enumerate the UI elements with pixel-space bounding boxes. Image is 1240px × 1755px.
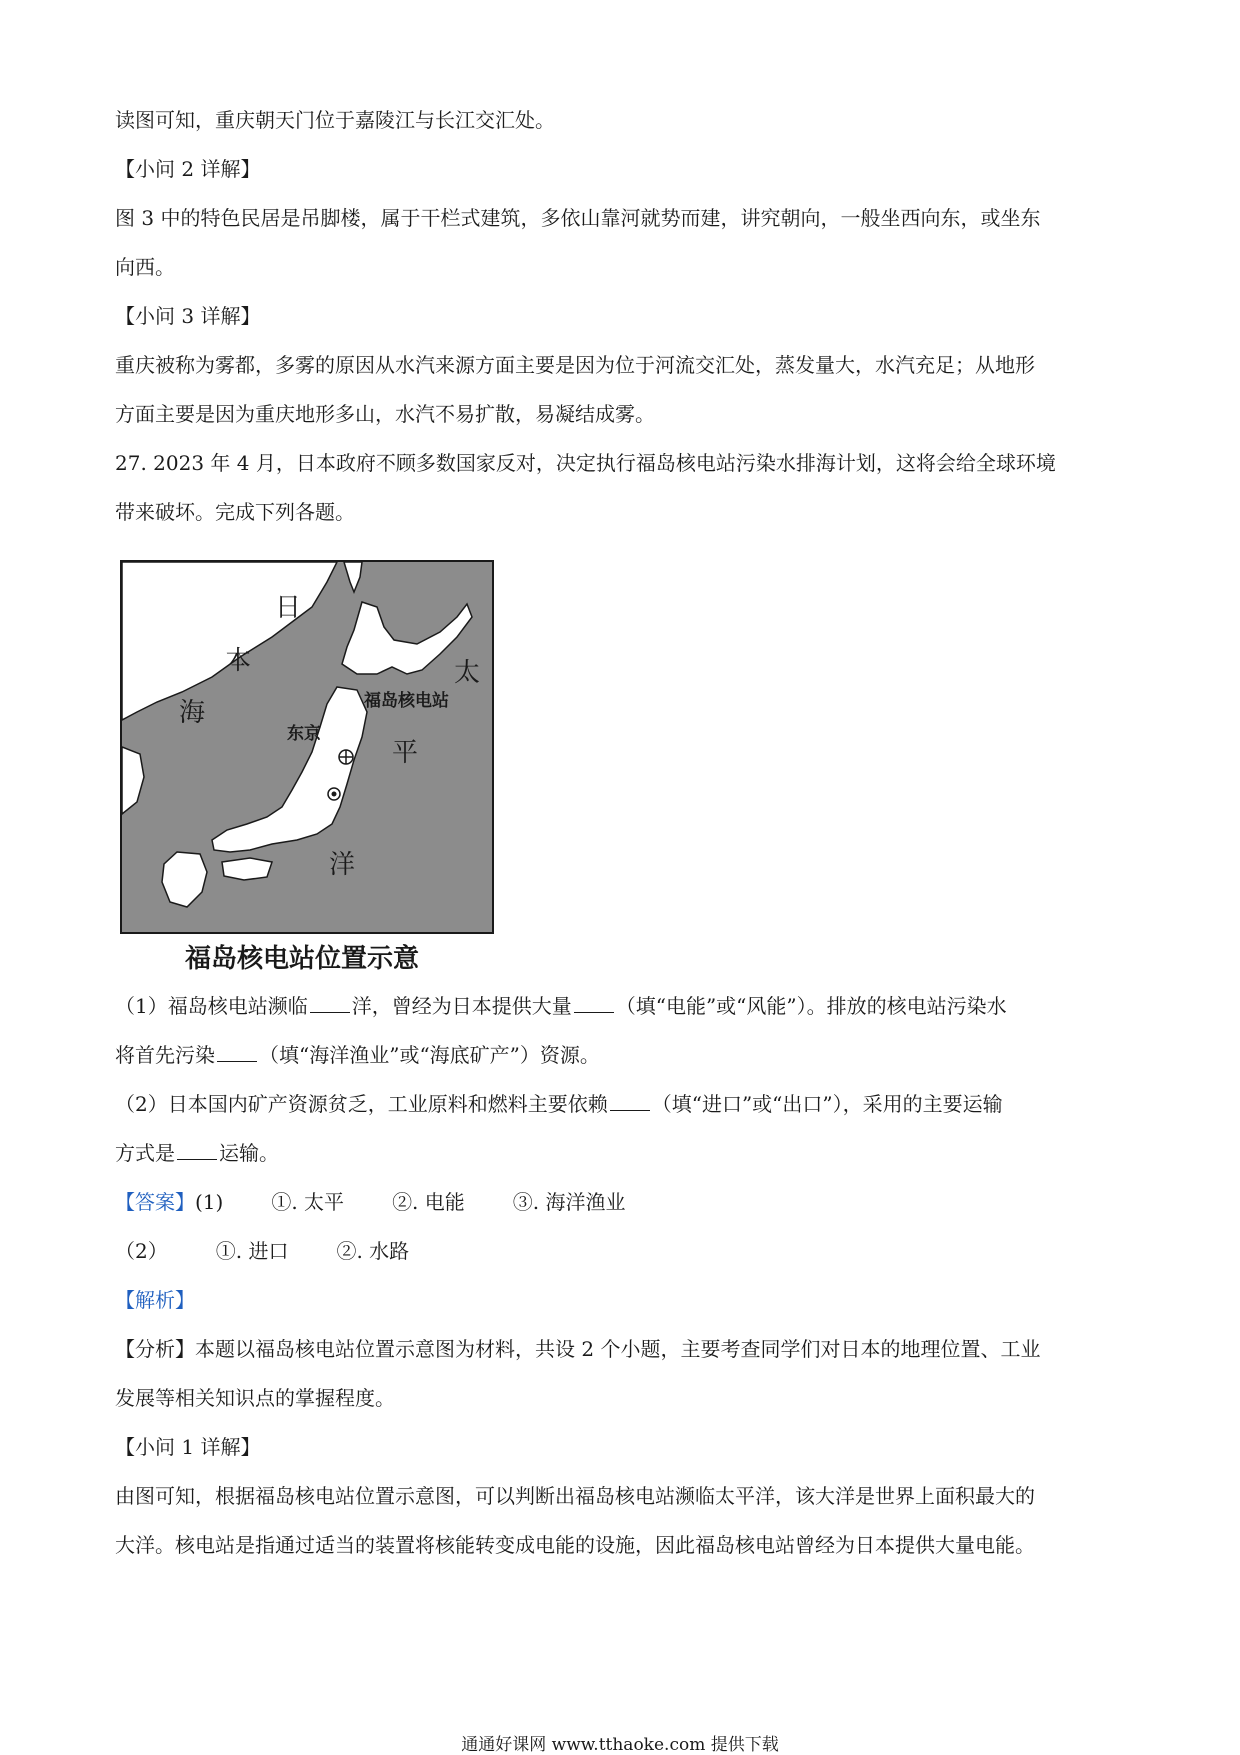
plant-label: 福岛核电站 <box>364 691 449 711</box>
sea-name-char: 本 <box>225 646 252 676</box>
capital-city-icon <box>328 788 340 800</box>
question-text: （填“海洋渔业”或“海底矿产”）资源。 <box>259 1043 600 1067</box>
section-heading: 【小问 1 详解】 <box>115 1435 261 1459</box>
shikoku-shape <box>222 858 272 880</box>
paragraph-text: 方面主要是因为重庆地形多山，水汽不易扩散，易凝结成雾。 <box>115 402 655 426</box>
answer-part: (1) <box>195 1190 224 1214</box>
tokyo-label: 东京 <box>287 724 321 744</box>
sub-question-1 <box>115 994 1007 1018</box>
answer-item: ②. 水路 <box>336 1239 410 1263</box>
ocean-name-char: 洋 <box>329 850 356 880</box>
sub-question-2 <box>115 1092 1003 1116</box>
question-text: 将首先污染 <box>115 1043 215 1067</box>
sea-name-char: 日 <box>275 593 302 623</box>
answer-item: ①. 太平 <box>271 1190 345 1214</box>
answer-blank <box>217 1043 257 1062</box>
answer-label: 【答案】 <box>115 1190 195 1214</box>
answer-blank <box>574 994 614 1013</box>
sub-question-1-cont <box>115 1043 600 1067</box>
answer-item: ②. 电能 <box>392 1190 465 1214</box>
answer-item: ①. 进口 <box>215 1239 289 1263</box>
question-text: （1）福岛核电站濒临 <box>115 994 308 1018</box>
page-footer: 通通好课网 www.tthaoke.com 提供下载 <box>461 1735 779 1755</box>
analysis-label: 【解析】 <box>115 1288 195 1312</box>
answer-blank <box>610 1092 650 1111</box>
answer-part: （2） <box>115 1239 168 1263</box>
question-text: 洋，曾经为日本提供大量 <box>351 994 572 1018</box>
section-heading: 【小问 3 详解】 <box>115 304 261 328</box>
question-text: （填“电能”或“风能”）。排放的核电站污染水 <box>615 994 1007 1018</box>
sea-name-char: 海 <box>179 698 206 728</box>
map-drawing <box>122 562 492 932</box>
paragraph-text: 向西。 <box>115 255 175 279</box>
sub-question-2-cont <box>115 1141 279 1165</box>
question-stem: 带来破坏。完成下列各题。 <box>115 500 355 524</box>
paragraph-text: 重庆被称为雾都，多雾的原因从水汽来源方面主要是因为位于河流交汇处，蒸发量大，水汽充足；从地形 <box>115 353 1035 377</box>
ocean-name-char: 平 <box>392 738 419 768</box>
analysis-text: 发展等相关知识点的掌握程度。 <box>115 1386 395 1410</box>
paragraph-text: 读图可知，重庆朝天门位于嘉陵江与长江交汇处。 <box>115 108 555 132</box>
answer-blank <box>177 1141 217 1160</box>
map-caption: 福岛核电站位置示意 <box>185 944 420 974</box>
ocean-name-char: 太 <box>454 658 481 688</box>
nuclear-plant-icon <box>339 750 353 764</box>
question-stem: 27. 2023 年 4 月，日本政府不顾多数国家反对，决定执行福岛核电站污染水排海计划，这将会给全球环境 <box>115 451 1056 475</box>
question-text: 运输。 <box>219 1141 279 1165</box>
answer-line-1 <box>115 1190 626 1214</box>
japan-map <box>120 560 494 934</box>
answer-line-2 <box>115 1239 409 1263</box>
analysis-text: 大洋。核电站是指通过适当的装置将核能转变成电能的设施，因此福岛核电站曾经为日本提供大量电能。 <box>115 1533 1035 1557</box>
answer-item: ③. 海洋渔业 <box>512 1190 626 1214</box>
question-text: （填“进口”或“出口”），采用的主要运输 <box>651 1092 1003 1116</box>
question-text: 方式是 <box>115 1141 175 1165</box>
question-text: （2）日本国内矿产资源贫乏，工业原料和燃料主要依赖 <box>115 1092 608 1116</box>
section-heading: 【小问 2 详解】 <box>115 157 261 181</box>
analysis-text: 由图可知，根据福岛核电站位置示意图，可以判断出福岛核电站濒临太平洋，该大洋是世界上面积最大的 <box>115 1484 1035 1508</box>
analysis-text: 【分析】本题以福岛核电站位置示意图为材料，共设 2 个小题，主要考查同学们对日本的地理位置、工业 <box>115 1337 1041 1361</box>
paragraph-text: 图 3 中的特色民居是吊脚楼，属于干栏式建筑，多依山靠河就势而建，讲究朝向，一般坐西向东，或坐东 <box>115 206 1041 230</box>
answer-blank <box>310 994 350 1013</box>
